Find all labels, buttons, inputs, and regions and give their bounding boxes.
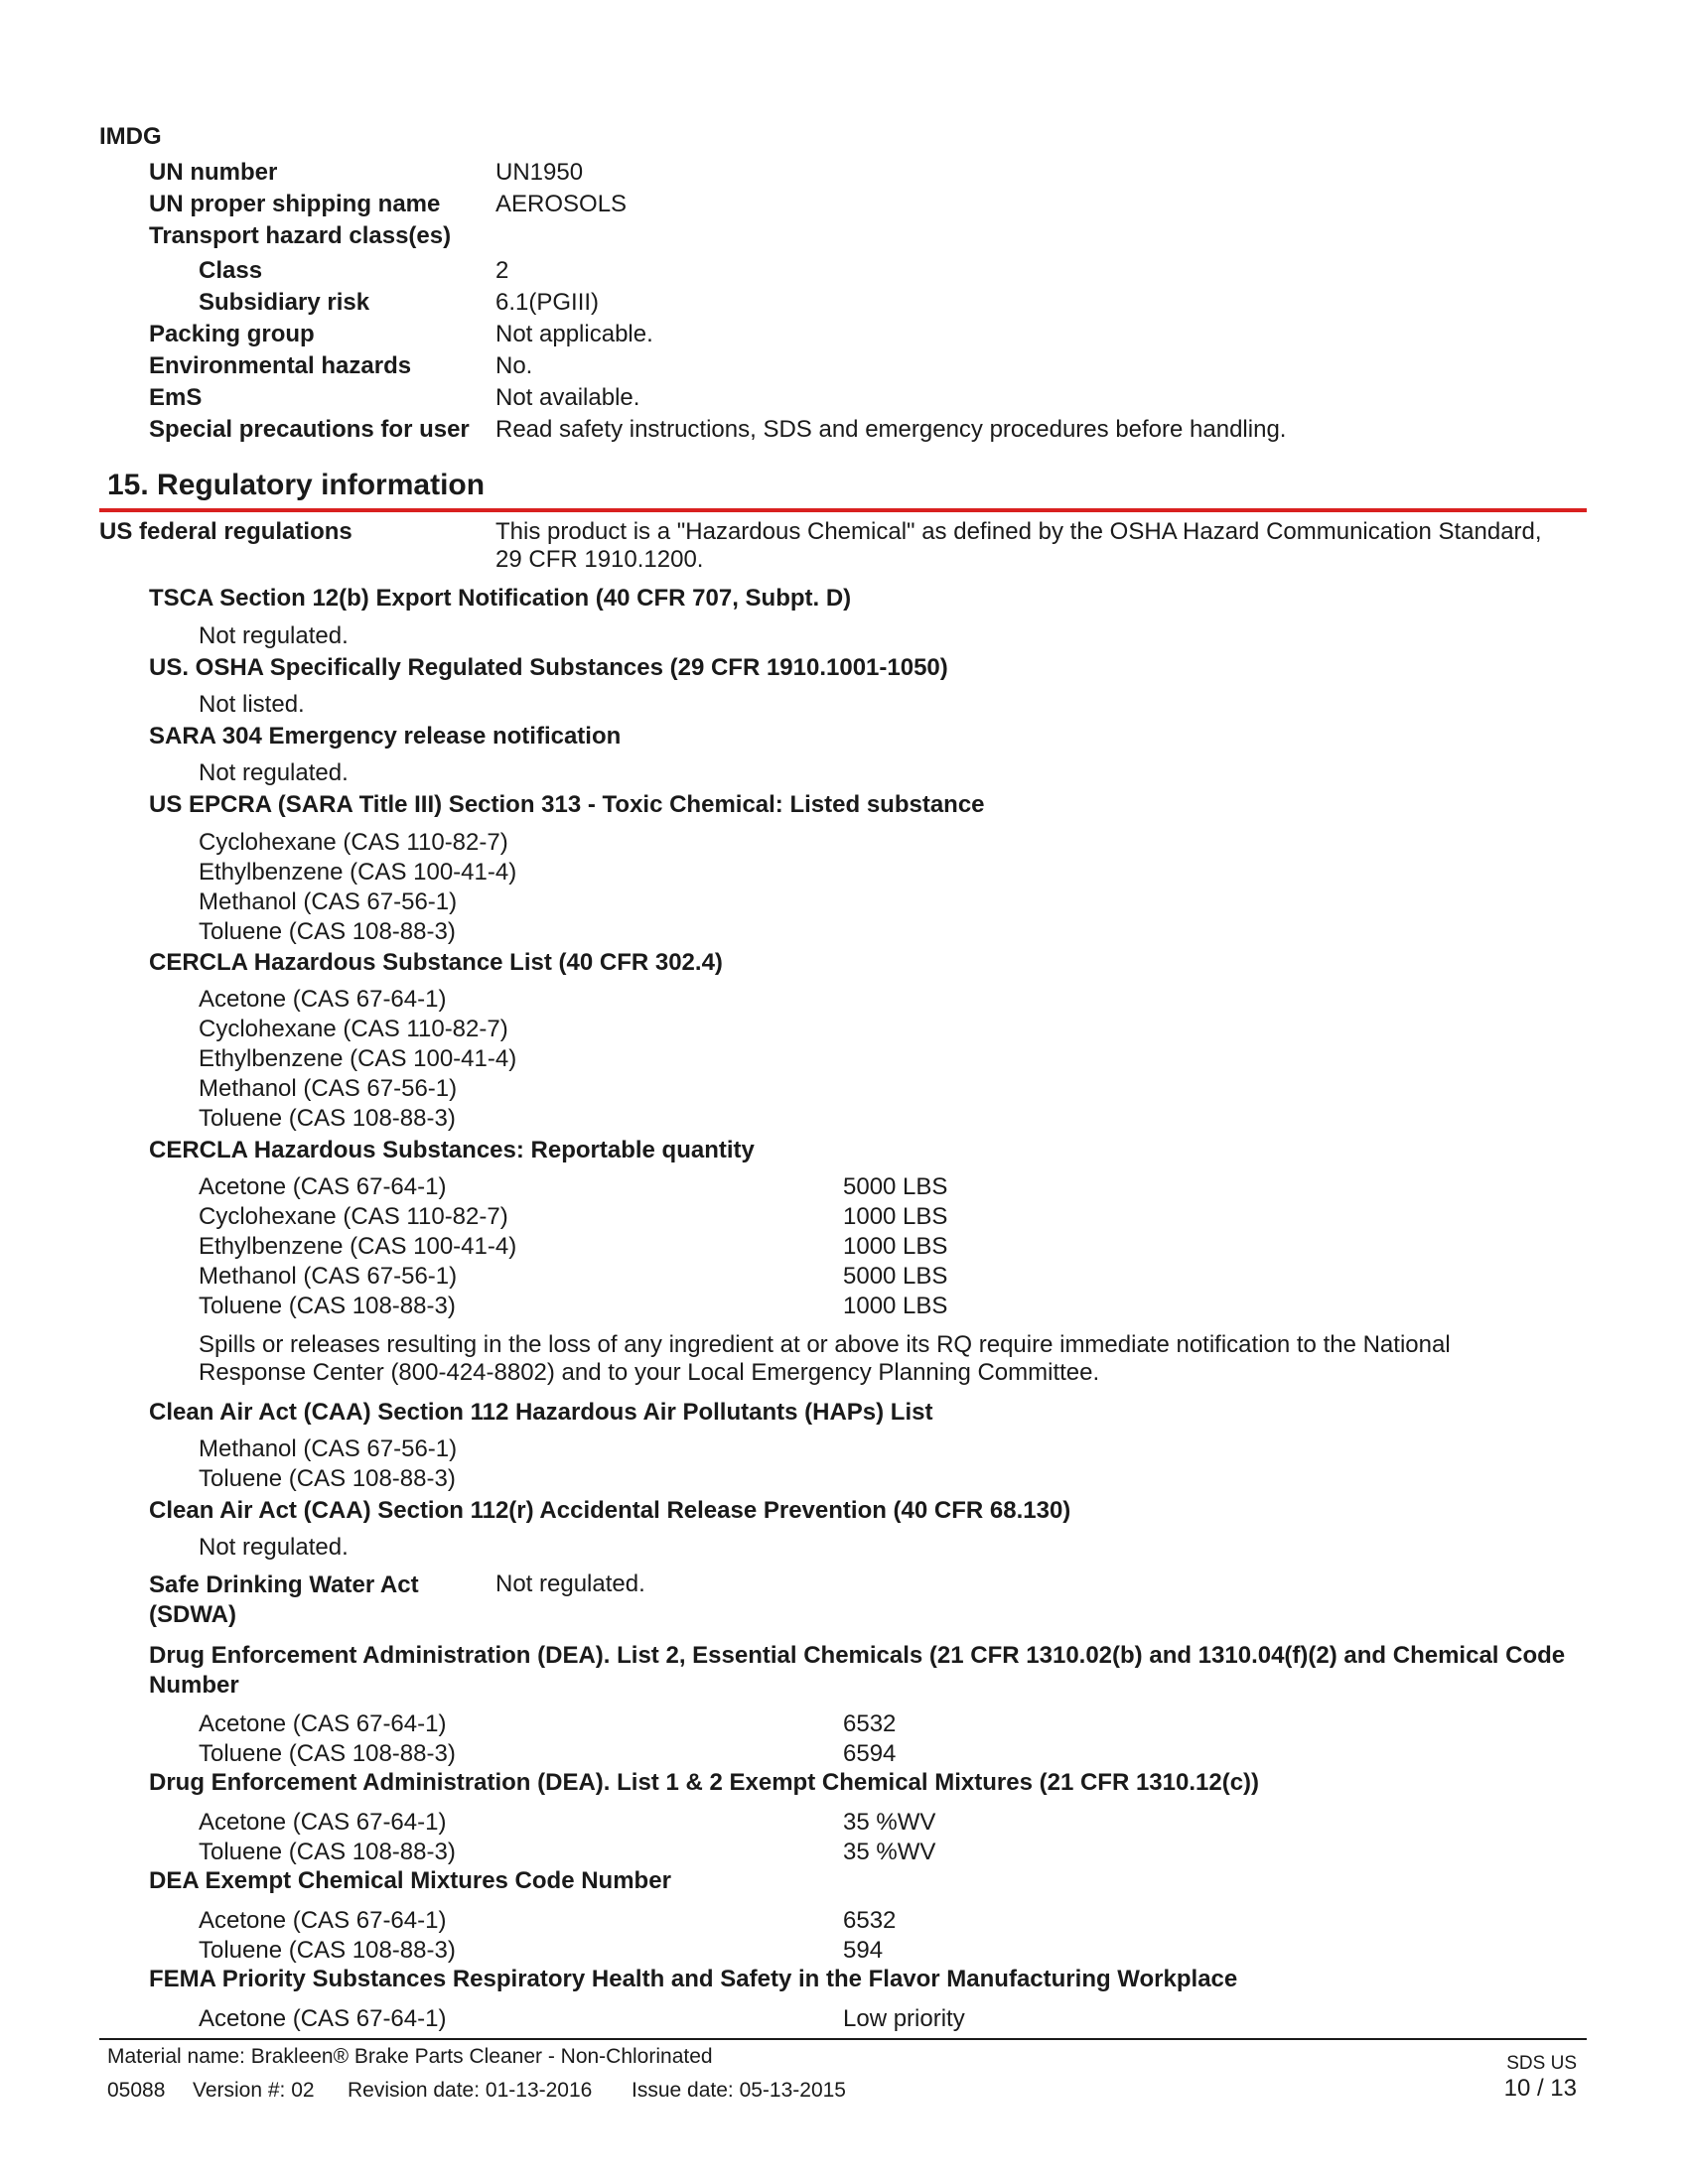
- epcra-heading: US EPCRA (SARA Title III) Section 313 - Toxic Chemical: Listed substance: [149, 791, 985, 818]
- footer-issue-date: Issue date: 05-13-2015: [632, 2079, 846, 2102]
- table-row-value: 6594: [843, 1740, 897, 1767]
- special-precautions-label: Special precautions for user: [149, 416, 470, 443]
- table-row-name: Acetone (CAS 67-64-1): [199, 2005, 447, 2032]
- section-divider: [99, 508, 1587, 512]
- footer-sds-label: SDS US: [1506, 2053, 1577, 2074]
- shipping-name-value: AEROSOLS: [495, 191, 628, 217]
- table-row-value: 35 %WV: [843, 1809, 936, 1836]
- packing-group-value: Not applicable.: [495, 321, 653, 347]
- footer-material-name: Material name: Brakleen® Brake Parts Cleaner - Non-Chlorinated: [107, 2045, 713, 2068]
- sdwa-value: Not regulated.: [495, 1570, 645, 1597]
- table-row-name: Acetone (CAS 67-64-1): [199, 1907, 447, 1934]
- class-value: 2: [495, 257, 509, 284]
- table-row-name: Acetone (CAS 67-64-1): [199, 1809, 447, 1836]
- footer-page-number: 10 / 13: [1503, 2075, 1577, 2102]
- list-item: Toluene (CAS 108-88-3): [199, 1465, 456, 1492]
- list-item: Cyclohexane (CAS 110-82-7): [199, 829, 508, 856]
- dea-exempt-mix-heading: Drug Enforcement Administration (DEA). List 1 & 2 Exempt Chemical Mixtures (21 CFR 1310.12(c)): [149, 1769, 1260, 1796]
- table-row-name: Acetone (CAS 67-64-1): [199, 1173, 447, 1200]
- table-row-name: Toluene (CAS 108-88-3): [199, 1293, 456, 1319]
- subsidiary-risk-value: 6.1(PGIII): [495, 289, 600, 316]
- list-item: Acetone (CAS 67-64-1): [199, 986, 447, 1013]
- table-row-value: 6532: [843, 1710, 897, 1737]
- sdwa-label: Safe Drinking Water Act (SDWA): [149, 1571, 419, 1628]
- footer-version: Version #: 02: [193, 2079, 315, 2102]
- dea-code-heading: DEA Exempt Chemical Mixtures Code Number: [149, 1867, 671, 1894]
- caa112-heading: Clean Air Act (CAA) Section 112 Hazardous Air Pollutants (HAPs) List: [149, 1399, 933, 1426]
- shipping-name-label: UN proper shipping name: [149, 191, 441, 217]
- cercla-list-heading: CERCLA Hazardous Substance List (40 CFR 302.4): [149, 949, 723, 976]
- table-row-value: 594: [843, 1937, 884, 1964]
- subsidiary-risk-label: Subsidiary risk: [199, 289, 370, 316]
- fema-heading: FEMA Priority Substances Respiratory Health and Safety in the Flavor Manufacturing Workplace: [149, 1966, 1238, 1992]
- cercla-rq-note: Spills or releases resulting in the loss of any ingredient at or above its RQ require immediate notification to the National Response Center (800-424-8802) and to your Local Emergency Planning Committee.: [199, 1331, 1451, 1386]
- federal-regulations-label: US federal regulations: [99, 518, 352, 545]
- special-precautions-value: Read safety instructions, SDS and emergency procedures before handling.: [495, 416, 1287, 443]
- federal-regulations-text: This product is a "Hazardous Chemical" as defined by the OSHA Hazard Communication Standard, 29 CFR 1910.1200.: [495, 518, 1542, 573]
- list-item: Toluene (CAS 108-88-3): [199, 1105, 456, 1132]
- tsca-value: Not regulated.: [199, 622, 349, 649]
- sara304-value: Not regulated.: [199, 759, 349, 786]
- table-row-value: 5000 LBS: [843, 1173, 948, 1200]
- table-row-name: Toluene (CAS 108-88-3): [199, 1839, 456, 1865]
- table-row-value: 35 %WV: [843, 1839, 936, 1865]
- section-15-title: 15. Regulatory information: [107, 469, 486, 501]
- table-row-name: Cyclohexane (CAS 110-82-7): [199, 1203, 508, 1230]
- sara304-heading: SARA 304 Emergency release notification: [149, 723, 622, 750]
- list-item: Ethylbenzene (CAS 100-41-4): [199, 859, 517, 886]
- table-row-value: 1000 LBS: [843, 1293, 948, 1319]
- imdg-heading: IMDG: [99, 123, 162, 150]
- list-item: Toluene (CAS 108-88-3): [199, 918, 456, 945]
- table-row-name: Toluene (CAS 108-88-3): [199, 1740, 456, 1767]
- cercla-rq-heading: CERCLA Hazardous Substances: Reportable quantity: [149, 1137, 755, 1163]
- list-item: Methanol (CAS 67-56-1): [199, 1075, 458, 1102]
- table-row-name: Toluene (CAS 108-88-3): [199, 1937, 456, 1964]
- osha-value: Not listed.: [199, 691, 305, 718]
- footer-code: 05088: [107, 2079, 166, 2102]
- hazard-class-label: Transport hazard class(es): [149, 222, 452, 249]
- tsca-heading: TSCA Section 12(b) Export Notification (40 CFR 707, Subpt. D): [149, 585, 852, 612]
- list-item: Methanol (CAS 67-56-1): [199, 1435, 458, 1462]
- class-label: Class: [199, 257, 263, 284]
- ems-value: Not available.: [495, 384, 640, 411]
- caa112r-heading: Clean Air Act (CAA) Section 112(r) Accidental Release Prevention (40 CFR 68.130): [149, 1497, 1071, 1524]
- dea-list2-heading: Drug Enforcement Administration (DEA). List 2, Essential Chemicals (21 CFR 1310.02(b) and 1310.04(f)(2) and Chemical Code Number: [149, 1642, 1566, 1699]
- osha-heading: US. OSHA Specifically Regulated Substances (29 CFR 1910.1001-1050): [149, 654, 948, 681]
- table-row-value: 6532: [843, 1907, 897, 1934]
- table-row-name: Methanol (CAS 67-56-1): [199, 1263, 458, 1290]
- env-hazards-value: No.: [495, 352, 533, 379]
- list-item: Ethylbenzene (CAS 100-41-4): [199, 1045, 517, 1072]
- footer-divider: [99, 2038, 1587, 2040]
- packing-group-label: Packing group: [149, 321, 315, 347]
- un-number-label: UN number: [149, 159, 278, 186]
- table-row-value: 1000 LBS: [843, 1203, 948, 1230]
- footer-revision-date: Revision date: 01-13-2016: [348, 2079, 593, 2102]
- table-row-name: Ethylbenzene (CAS 100-41-4): [199, 1233, 517, 1260]
- list-item: Cyclohexane (CAS 110-82-7): [199, 1016, 508, 1042]
- list-item: Methanol (CAS 67-56-1): [199, 888, 458, 915]
- ems-label: EmS: [149, 384, 203, 411]
- env-hazards-label: Environmental hazards: [149, 352, 412, 379]
- table-row-value: Low priority: [843, 2005, 965, 2032]
- table-row-value: 1000 LBS: [843, 1233, 948, 1260]
- table-row-value: 5000 LBS: [843, 1263, 948, 1290]
- caa112r-value: Not regulated.: [199, 1534, 349, 1561]
- un-number-value: UN1950: [495, 159, 584, 186]
- table-row-name: Acetone (CAS 67-64-1): [199, 1710, 447, 1737]
